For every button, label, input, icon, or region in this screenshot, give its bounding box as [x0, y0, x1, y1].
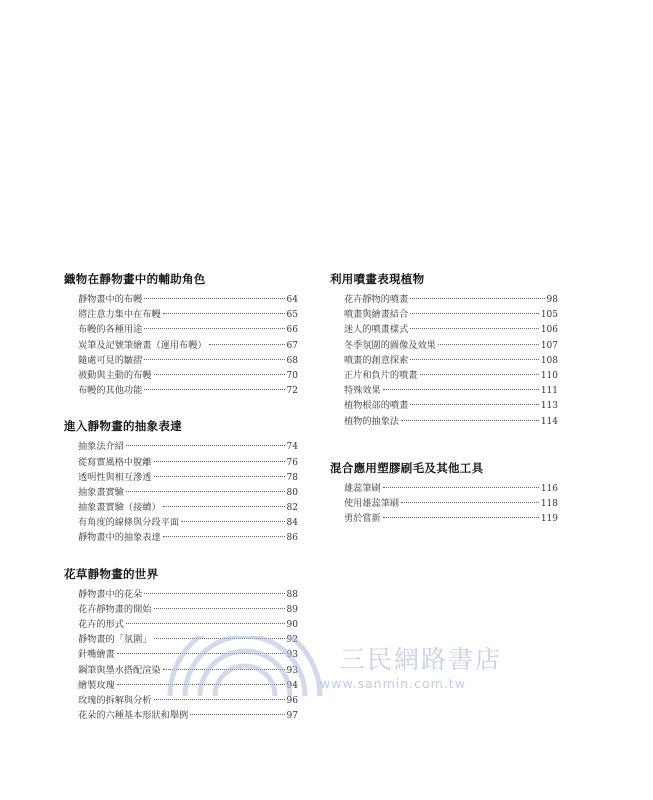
- toc-section: [330, 270, 558, 429]
- entry-title: 有角度的線條與分段平面: [78, 517, 180, 529]
- page-number: 118: [540, 498, 558, 509]
- toc-entry: [330, 292, 558, 307]
- dot-leader: [410, 313, 539, 314]
- entry-title: 將注意力集中在布幔: [78, 309, 161, 321]
- dot-leader: [144, 389, 284, 390]
- entry-title: 隨處可見的皺摺: [78, 354, 143, 366]
- toc-entry: [64, 708, 298, 723]
- toc-entry: [64, 307, 298, 322]
- page-number: 66: [286, 325, 298, 336]
- entry-list: [330, 292, 558, 429]
- toc-entry: [330, 398, 558, 413]
- toc-entry: [64, 455, 298, 470]
- page-number: 86: [286, 533, 298, 544]
- page-number: 74: [286, 442, 298, 453]
- dot-leader: [144, 359, 284, 360]
- entry-title: 抽象法介紹: [78, 441, 124, 453]
- toc-entry: [330, 338, 558, 353]
- entry-title: 鋼筆與墨水搭配渲染: [78, 664, 161, 676]
- entry-title: 使用雄蕊筆刷: [344, 497, 400, 509]
- entry-title: 冬季氛圍的圖像及效果: [344, 339, 436, 351]
- page-number: 96: [286, 695, 298, 706]
- entry-title: 噴畫的創意探索: [344, 354, 409, 366]
- toc-section: [330, 459, 558, 527]
- entry-title: 針嘴繪畫: [78, 649, 115, 661]
- entry-title: 靜物畫中的布幔: [78, 294, 143, 305]
- entry-title: 抽象畫實驗（接續）: [78, 502, 161, 514]
- entry-title: 炭筆及記號筆繪畫（運用布幔）: [78, 339, 207, 351]
- dot-leader: [383, 487, 539, 488]
- page-number: 97: [286, 711, 298, 722]
- page-number: 67: [286, 340, 298, 351]
- page-number: 116: [540, 483, 558, 494]
- dot-leader: [154, 461, 285, 462]
- dot-leader: [383, 389, 539, 390]
- toc-entry: [64, 338, 298, 353]
- dot-leader: [144, 593, 284, 594]
- entry-title: 靜物畫的「氛圍」: [78, 634, 152, 646]
- toc-entry: [64, 617, 298, 632]
- watermark: [150, 636, 510, 698]
- entry-title: 花卉靜物的噴畫: [344, 294, 409, 305]
- page-number: 93: [286, 650, 298, 661]
- toc-entry: [330, 322, 558, 337]
- toc-entry: [330, 496, 558, 511]
- section-title: 利用噴畫表現植物: [330, 272, 425, 286]
- watermark-logo-icon: [150, 636, 340, 698]
- entry-title: 正片和負片的噴畫: [344, 369, 418, 381]
- watermark-url: www.sanmin.com.tw: [320, 676, 466, 691]
- dot-leader: [401, 502, 539, 503]
- page-number: 92: [286, 635, 298, 646]
- toc-entry: [64, 368, 298, 383]
- page-number: 89: [286, 604, 298, 615]
- entry-title: 抽象畫實驗: [78, 486, 124, 498]
- entry-title: 花卉的形式: [78, 619, 124, 630]
- section-title: 混合應用塑膠刷毛及其他工具: [330, 460, 484, 475]
- entry-title: 玫瑰的拆解與分析: [78, 694, 152, 706]
- toc-entry: [64, 470, 298, 485]
- entry-title: 靜物畫中的花朵: [78, 588, 143, 600]
- dot-leader: [420, 374, 539, 375]
- entry-title: 從寫實風格中脫離: [78, 456, 152, 468]
- toc-entry: [64, 530, 298, 545]
- entry-title: 布幔的其他功能: [78, 385, 143, 397]
- entry-title: 噴畫與繪畫結合: [344, 309, 409, 321]
- page-number: 80: [286, 487, 298, 498]
- entry-list: [64, 439, 298, 545]
- toc-entry: [64, 515, 298, 530]
- page-number: 65: [286, 310, 298, 321]
- dot-leader: [181, 521, 284, 522]
- toc-right-column: [330, 270, 558, 545]
- page-number: 82: [286, 503, 298, 514]
- entry-title: 植物的抽象法: [344, 415, 400, 427]
- dot-leader: [126, 623, 285, 624]
- dot-leader: [144, 328, 284, 329]
- toc-entry: [64, 500, 298, 515]
- page-number: 64: [286, 295, 298, 305]
- dot-leader: [410, 328, 539, 329]
- page-number: 108: [540, 355, 558, 366]
- section-title: 織物在靜物畫中的輔助角色: [64, 272, 206, 286]
- toc-entry: [64, 485, 298, 500]
- page-number: 110: [540, 370, 558, 381]
- dot-leader: [163, 506, 285, 507]
- dot-leader: [154, 608, 285, 609]
- dot-leader: [401, 420, 539, 421]
- dot-leader: [438, 344, 539, 345]
- page-number: 94: [286, 680, 298, 691]
- entry-title: 靜物畫中的抽象表達: [78, 532, 161, 544]
- section-title: 進入靜物畫的抽象表達: [64, 419, 182, 434]
- entry-title: 透明性與相互滲透: [78, 471, 152, 483]
- toc-entry: [64, 383, 298, 398]
- toc-entry: [330, 383, 558, 398]
- dot-leader: [209, 344, 285, 345]
- entry-title: 特殊效果: [344, 385, 381, 397]
- toc-entry: [330, 511, 558, 526]
- page-number: 78: [286, 472, 298, 483]
- page-number: 70: [286, 370, 298, 381]
- entry-title: 勇於嘗新: [344, 513, 381, 525]
- page-number: 111: [540, 386, 558, 397]
- toc-entry: [330, 481, 558, 496]
- page-number: 93: [286, 665, 298, 676]
- toc-entry: [64, 353, 298, 368]
- toc-entry: [330, 414, 558, 429]
- dot-leader: [190, 714, 284, 715]
- section-title: 花草靜物畫的世界: [64, 566, 159, 581]
- dot-leader: [410, 404, 539, 405]
- page-number: 88: [286, 589, 298, 600]
- watermark-name: 三民網路書店: [340, 645, 503, 674]
- page-number: 119: [540, 514, 558, 525]
- entry-title: 花朵的六種基本形狀和舉例: [78, 710, 189, 722]
- dot-leader: [154, 374, 285, 375]
- toc-entry: [64, 292, 298, 307]
- entry-list: [330, 481, 558, 527]
- toc-entry: [64, 602, 298, 617]
- toc-entry: [330, 353, 558, 368]
- entry-title: 被動與主動的布幔: [78, 369, 152, 381]
- entry-title: 植物根部的噴畫: [344, 400, 409, 412]
- page-number: 68: [286, 355, 298, 366]
- entry-title: 布幔的各種用途: [78, 324, 143, 336]
- toc-entry: [64, 322, 298, 337]
- dot-leader: [126, 445, 285, 446]
- toc-entry: [330, 307, 558, 322]
- entry-title: 雄蕊筆刷: [344, 482, 381, 494]
- toc-entry: [64, 587, 298, 602]
- dot-leader: [410, 298, 544, 299]
- page-number: 107: [540, 340, 558, 351]
- toc-entry: [64, 439, 298, 454]
- dot-leader: [383, 517, 539, 518]
- page-number: 106: [540, 325, 558, 336]
- page-number: 90: [286, 620, 298, 630]
- dot-leader: [410, 359, 539, 360]
- page-number: 84: [286, 518, 298, 529]
- entry-title: 繪製玫瑰: [78, 679, 115, 691]
- page-number: 114: [540, 416, 558, 427]
- entry-list: [64, 292, 298, 398]
- entry-title: 迷人的噴畫樣式: [344, 324, 409, 336]
- page-number: 76: [286, 457, 298, 468]
- dot-leader: [163, 313, 285, 314]
- dot-leader: [163, 536, 285, 537]
- page-number: 98: [546, 295, 558, 305]
- dot-leader: [144, 298, 284, 299]
- page-number: 113: [540, 401, 558, 412]
- entry-title: 花卉靜物畫的開始: [78, 603, 152, 615]
- dot-leader: [154, 476, 285, 477]
- dot-leader: [154, 699, 285, 700]
- toc-section: [64, 417, 298, 545]
- toc-entry: [330, 368, 558, 383]
- toc-section: [64, 270, 298, 398]
- page-number: 105: [540, 310, 558, 321]
- page-number: 72: [286, 386, 298, 397]
- dot-leader: [126, 491, 285, 492]
